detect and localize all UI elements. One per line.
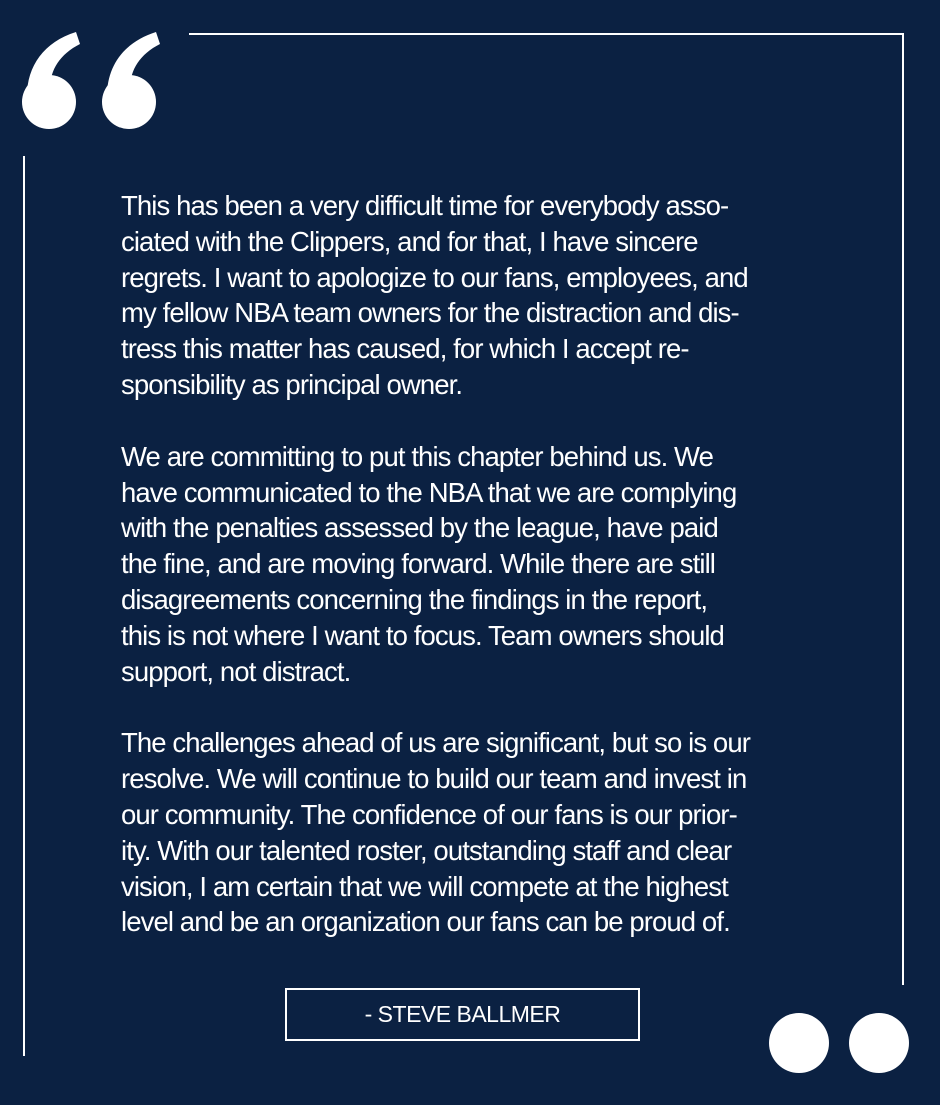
frame-top-border bbox=[189, 33, 904, 35]
open-quote-icon bbox=[18, 30, 160, 130]
attribution-text: - STEVE BALLMER bbox=[364, 1001, 561, 1027]
statement-paragraph: This has been a very difficult time for everybody asso- ciated with the Clippers, and for that, I have sincere regrets. I want to apologize to our fans, employees, and my fellow NBA team owners for the distraction and dis- tress this matter has caused, for which I accept re- sponsibility as principal owner. bbox=[121, 190, 748, 400]
statement-paragraph: We are committing to put this chapter behind us. We have communicated to the NBA that we are complying with the penalties assessed by the league, have paid the fine, and are moving forward. While there are still disagreements concerning the findings in the report, this is not where I want to focus. Team owners should support, not distract. bbox=[121, 440, 737, 687]
frame-left-border bbox=[23, 156, 25, 1056]
statement-paragraph: The challenges ahead of us are significant, but so is our resolve. We will continue to build our team and invest in our community. The confidence of our fans is our prior- ity. With our talented roster, outstanding staff and clear vision, I am certain that we will compete at the highest level and be an organization our fans can be proud of. bbox=[121, 727, 750, 938]
frame-right-border bbox=[902, 33, 904, 985]
close-quote-icon bbox=[768, 1005, 910, 1105]
attribution-box bbox=[285, 988, 640, 1041]
statement-body bbox=[121, 188, 821, 976]
